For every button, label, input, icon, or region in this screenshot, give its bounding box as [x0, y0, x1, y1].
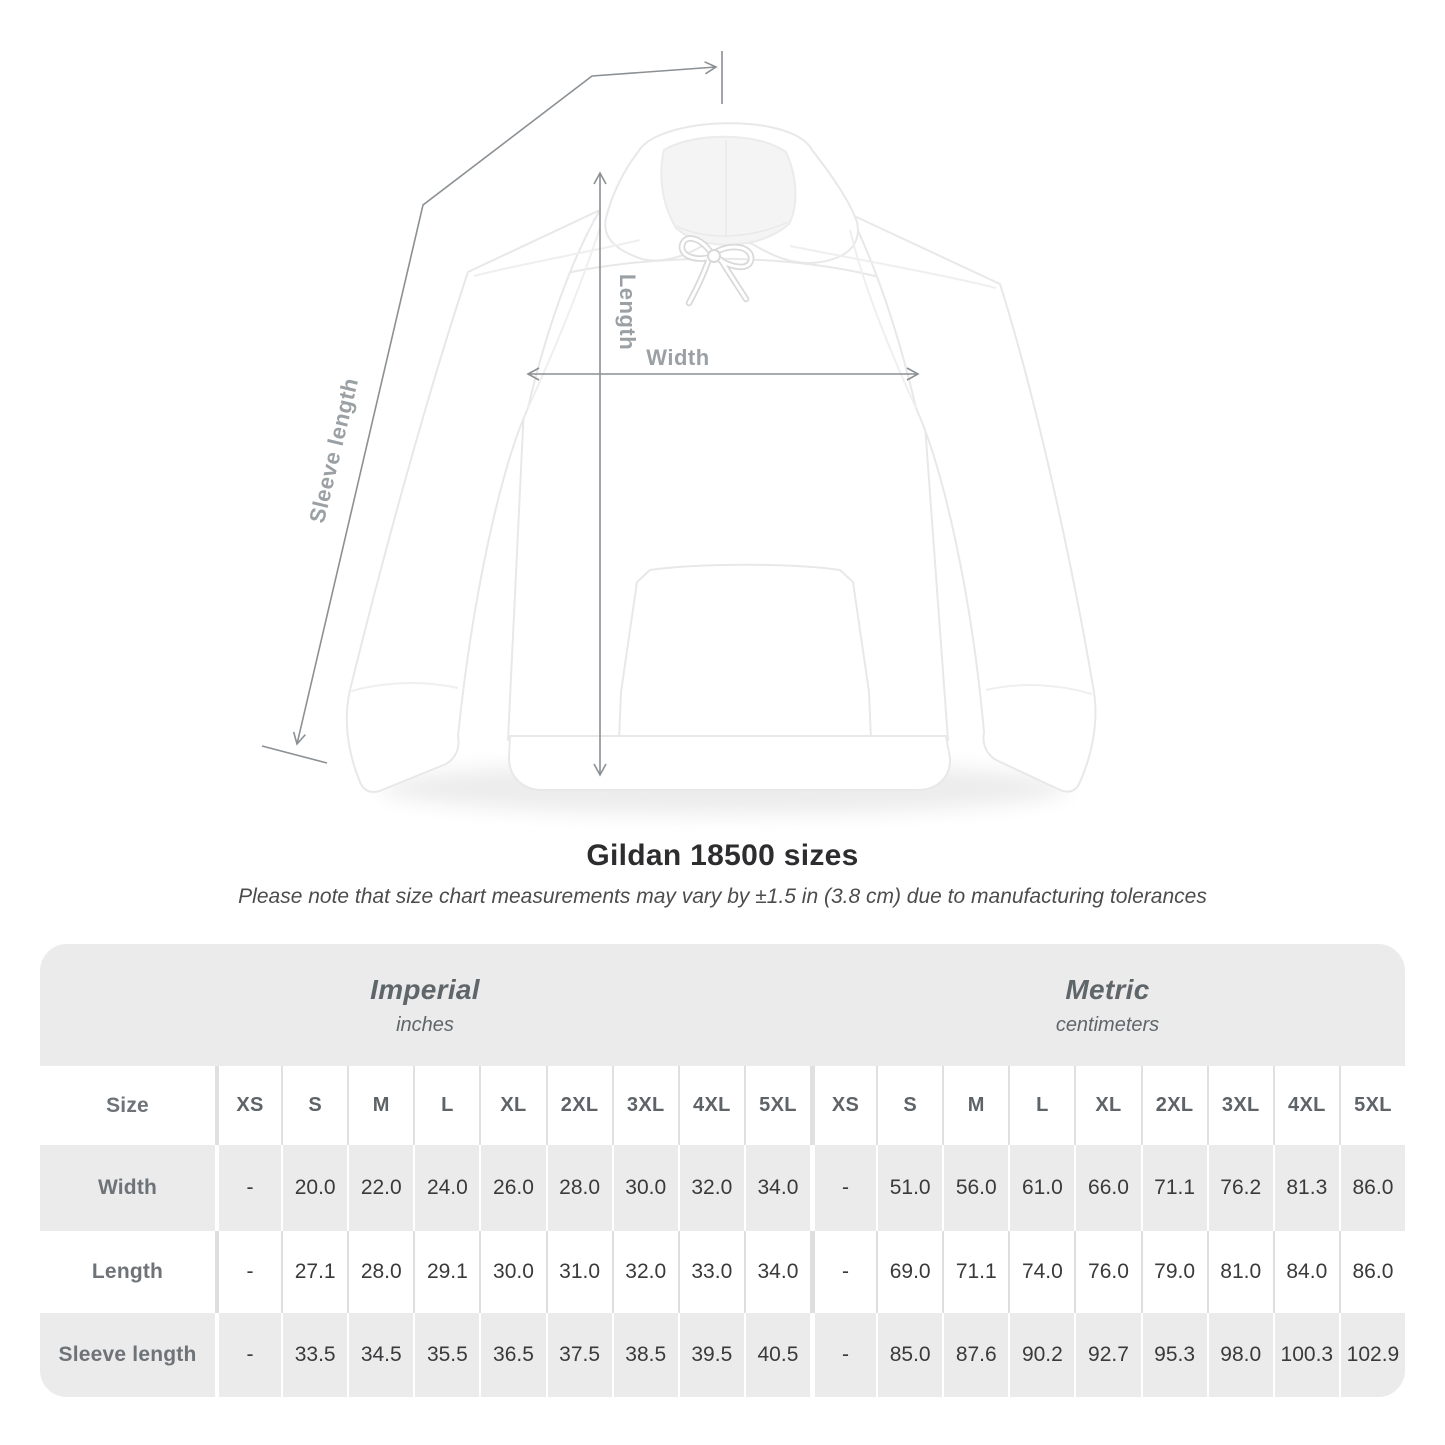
measurement-value-cell: 76.2 — [1207, 1145, 1273, 1231]
measurement-value-cell: 29.1 — [413, 1231, 479, 1313]
metric-section-header — [810, 944, 1405, 1066]
measurement-value-cell: 40.5 — [744, 1313, 810, 1397]
measurement-value-cell: 66.0 — [1074, 1145, 1140, 1231]
measurement-value-cell: 87.6 — [942, 1313, 1008, 1397]
size-col-header: L — [413, 1066, 479, 1145]
page-title: Gildan 18500 sizes — [586, 839, 859, 872]
metric-unit: centimeters — [1055, 1013, 1160, 1036]
measurement-value-cell: 71.1 — [942, 1231, 1008, 1313]
measurement-value-cell: 92.7 — [1074, 1313, 1140, 1397]
imperial-section-header — [40, 944, 810, 1066]
hoodie-pocket — [619, 565, 871, 740]
size-col-header: XS — [215, 1066, 281, 1145]
measurement-value-cell: 79.0 — [1141, 1231, 1207, 1313]
measurement-value-cell: - — [810, 1313, 876, 1397]
measurement-value-cell: 26.0 — [479, 1145, 545, 1231]
width-row — [40, 1145, 1405, 1231]
measurement-value-cell: 95.3 — [1141, 1313, 1207, 1397]
measurement-value-cell: 76.0 — [1074, 1231, 1140, 1313]
measurement-value-cell: 20.0 — [281, 1145, 347, 1231]
measurement-value-cell: 38.5 — [612, 1313, 678, 1397]
measurement-value-cell: 22.0 — [347, 1145, 413, 1231]
size-col-header: 3XL — [612, 1066, 678, 1145]
measurement-value-cell: 36.5 — [479, 1313, 545, 1397]
measurement-value-cell: 27.1 — [281, 1231, 347, 1313]
measurement-value-cell: 28.0 — [347, 1231, 413, 1313]
size-col-header: M — [347, 1066, 413, 1145]
measurement-value-cell: 69.0 — [876, 1231, 942, 1313]
measurement-value-cell: 86.0 — [1339, 1231, 1405, 1313]
measurement-value-cell: 30.0 — [612, 1145, 678, 1231]
size-col-header: XS — [810, 1066, 876, 1145]
measurement-value-cell: 37.5 — [546, 1313, 612, 1397]
sleeve-length-label: Sleeve length — [304, 375, 364, 526]
unit-band — [40, 944, 1405, 1066]
measurement-value-cell: 30.0 — [479, 1231, 545, 1313]
measurement-value-cell: - — [215, 1231, 281, 1313]
size-col-header: 4XL — [678, 1066, 744, 1145]
size-col-header: 5XL — [1339, 1066, 1405, 1145]
measurement-value-cell: 81.3 — [1273, 1145, 1339, 1231]
measurement-value-cell: 100.3 — [1273, 1313, 1339, 1397]
width-row-label: Width — [97, 1176, 158, 1199]
sleeve-length-row — [40, 1313, 1405, 1397]
measurement-value-cell: 90.2 — [1008, 1313, 1074, 1397]
length-row — [40, 1231, 1405, 1313]
size-col-header: S — [281, 1066, 347, 1145]
size-col-header: L — [1008, 1066, 1074, 1145]
measurement-value-cell: 51.0 — [876, 1145, 942, 1231]
measurement-value-cell: 85.0 — [876, 1313, 942, 1397]
imperial-title: Imperial — [370, 973, 480, 1005]
measurement-value-cell: 34.5 — [347, 1313, 413, 1397]
measurement-value-cell: - — [810, 1145, 876, 1231]
length-row-label: Length — [91, 1260, 164, 1283]
measurement-value-cell: 28.0 — [546, 1145, 612, 1231]
size-col-header: M — [942, 1066, 1008, 1145]
size-col-header: XL — [1074, 1066, 1140, 1145]
length-label: Length — [615, 273, 640, 351]
measurement-value-cell: 24.0 — [413, 1145, 479, 1231]
measurement-value-cell: 84.0 — [1273, 1231, 1339, 1313]
size-col-header: 4XL — [1273, 1066, 1339, 1145]
measurement-value-cell: 33.0 — [678, 1231, 744, 1313]
measurement-value-cell: 98.0 — [1207, 1313, 1273, 1397]
size-header-label: Size — [106, 1093, 149, 1117]
hoodie-hem-band — [509, 736, 950, 790]
measurement-value-cell: - — [810, 1231, 876, 1313]
sleeve-length-tick-bottom — [262, 746, 327, 763]
size-col-header: XL — [479, 1066, 545, 1145]
measurement-value-cell: 39.5 — [678, 1313, 744, 1397]
measurement-value-cell: 74.0 — [1008, 1231, 1074, 1313]
measurement-value-cell: 71.1 — [1141, 1145, 1207, 1231]
metric-title: Metric — [1065, 973, 1150, 1005]
size-col-header: 5XL — [744, 1066, 810, 1145]
measurement-value-cell: - — [215, 1145, 281, 1231]
measurement-value-cell: 56.0 — [942, 1145, 1008, 1231]
sleeve-length-row-label: Sleeve length — [58, 1343, 197, 1366]
width-label: Width — [646, 345, 710, 370]
size-col-header: 2XL — [546, 1066, 612, 1145]
size-col-header: S — [876, 1066, 942, 1145]
measurement-value-cell: - — [215, 1313, 281, 1397]
measurement-value-cell: 33.5 — [281, 1313, 347, 1397]
measurement-value-cell: 31.0 — [546, 1231, 612, 1313]
page-subtitle: Please note that size chart measurements may vary by ±1.5 in (3.8 cm) due to manufacturing tolerances — [238, 885, 1207, 908]
measurement-value-cell: 32.0 — [678, 1145, 744, 1231]
measurement-value-cell: 34.0 — [744, 1231, 810, 1313]
measurement-value-cell: 35.5 — [413, 1313, 479, 1397]
size-header-row — [40, 1066, 1405, 1145]
measurement-value-cell: 61.0 — [1008, 1145, 1074, 1231]
size-table — [40, 944, 1405, 1397]
measurement-value-cell: 102.9 — [1339, 1313, 1405, 1397]
size-col-header: 2XL — [1141, 1066, 1207, 1145]
measurement-value-cell: 34.0 — [744, 1145, 810, 1231]
measurement-value-cell: 86.0 — [1339, 1145, 1405, 1231]
measurement-value-cell: 81.0 — [1207, 1231, 1273, 1313]
size-col-header: 3XL — [1207, 1066, 1273, 1145]
measurement-value-cell: 32.0 — [612, 1231, 678, 1313]
imperial-unit: inches — [396, 1013, 454, 1036]
